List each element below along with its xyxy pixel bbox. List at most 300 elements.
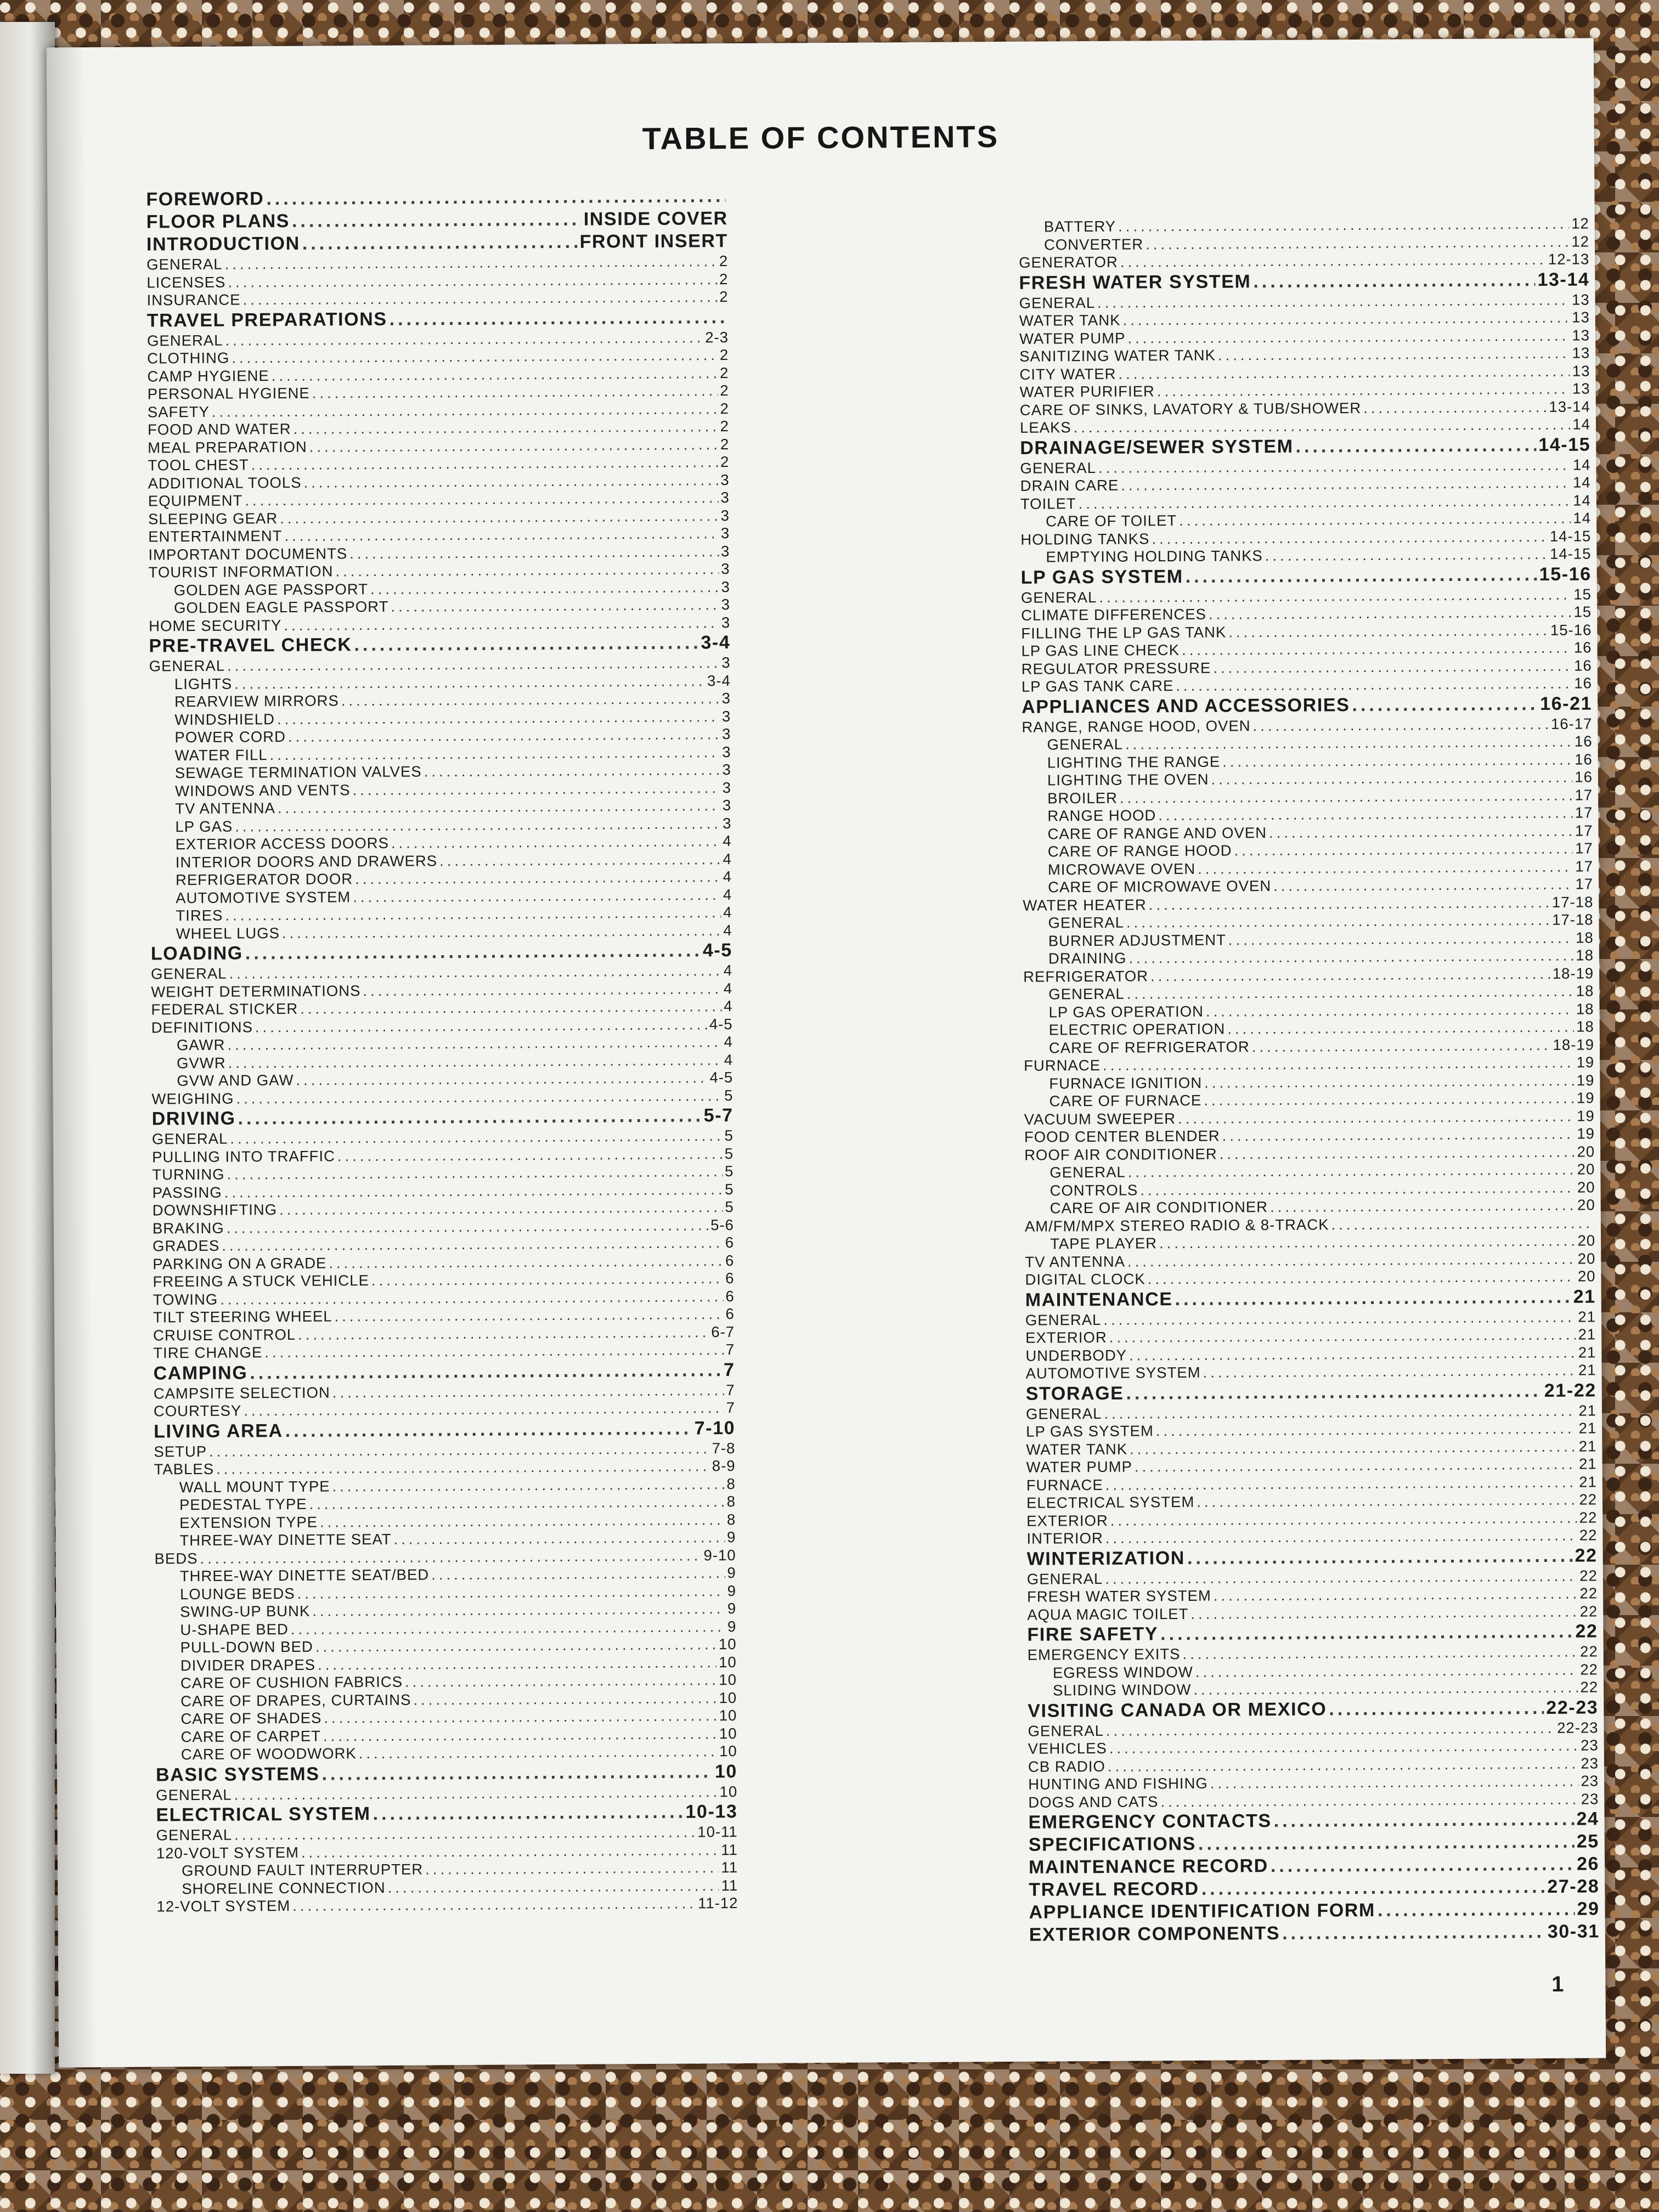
toc-entry-title: PARKING ON A GRADE (153, 1254, 327, 1273)
dot-leader (1198, 857, 1573, 878)
toc-entry-title: CAMP HYGIENE (147, 366, 269, 385)
toc-entry-title: CARE OF WOODWORK (180, 1745, 357, 1763)
page-number: 1 (1551, 1972, 1564, 1996)
toc-entry-title: GVWR (176, 1054, 226, 1071)
dot-leader (1193, 1679, 1578, 1699)
toc-entry-page: 19 (1577, 1125, 1595, 1142)
toc-entry-title: INTERIOR DOORS AND DRAWERS (175, 851, 438, 871)
dot-leader (1182, 1643, 1578, 1663)
toc-entry-title: FOOD CENTER BLENDER (1024, 1127, 1220, 1146)
dot-leader (1352, 693, 1538, 716)
dot-leader (230, 1127, 722, 1148)
toc-entry-title: EGRESS WINDOW (1052, 1663, 1193, 1681)
toc-entry-title: GOLDEN AGE PASSPORT (173, 580, 369, 599)
toc-entry-page: 6 (725, 1251, 735, 1269)
dot-leader (227, 1033, 721, 1054)
toc-entry-page: 21 (1578, 1361, 1596, 1379)
toc-entry-page: 7 (725, 1341, 735, 1358)
toc-entry-title: VEHICLES (1028, 1739, 1107, 1757)
toc-entry-title: UNDERBODY (1025, 1346, 1127, 1364)
toc-entry-page: INSIDE COVER (583, 208, 728, 230)
toc-entry-title: CARE OF REFRIGERATOR (1048, 1037, 1250, 1057)
toc-entry-page: 5 (724, 1163, 734, 1180)
dot-leader (227, 1216, 709, 1237)
dot-leader (1363, 398, 1547, 417)
dot-leader (439, 850, 721, 870)
toc-section-entry (147, 306, 729, 332)
toc-entry-title: MEAL PREPARATION (148, 438, 307, 456)
toc-entry-page: 26 (1576, 1853, 1600, 1875)
toc-entry-title: CONVERTER (1043, 235, 1144, 253)
toc-entry-title: DIVIDER DRAPES (180, 1656, 316, 1674)
dot-leader (337, 1145, 723, 1165)
dot-leader (332, 1381, 724, 1402)
dot-leader (234, 672, 705, 693)
toc-entry-page: 13 (1572, 308, 1590, 326)
toc-entry-page: 4 (723, 921, 732, 939)
toc-entry-title: CARE OF SHADES (180, 1709, 322, 1728)
dot-leader (292, 1894, 696, 1915)
toc-entry-page: 20 (1577, 1142, 1595, 1160)
dot-leader (232, 346, 718, 367)
toc-entry-title: BROILER (1047, 789, 1118, 807)
toc-entry-title: LP GAS SYSTEM (1026, 1422, 1154, 1440)
toc-entry-page: 22 (1579, 1602, 1598, 1620)
dot-leader (1253, 715, 1549, 735)
toc-entry-title: RANGE HOOD (1047, 806, 1156, 825)
toc-entry-title: AUTOMOTIVE SYSTEM (176, 888, 351, 906)
dot-leader (341, 690, 720, 710)
toc-entry-title: PASSING (152, 1183, 222, 1201)
toc-entry-page: 6 (725, 1269, 735, 1287)
toc-entry-page: 14 (1573, 509, 1592, 527)
toc-entry-title: CARE OF AIR CONDITIONER (1049, 1198, 1268, 1217)
toc-entry-title: BASIC SYSTEMS (155, 1763, 320, 1785)
toc-entry-title: FURNACE IGNITION (1049, 1074, 1203, 1092)
dot-leader (1149, 893, 1550, 913)
toc-entry-page: 7-8 (712, 1439, 736, 1457)
dot-leader (1213, 657, 1572, 676)
toc-entry-title: SHORELINE CONNECTION (182, 1878, 386, 1897)
toc-entry-title: TILT STEERING WHEEL (153, 1307, 332, 1326)
toc-entry-page: 10 (719, 1707, 737, 1724)
toc-entry-page: 3 (722, 778, 732, 796)
toc-entry-page: 3 (722, 725, 731, 743)
dot-leader (334, 1305, 723, 1325)
toc-entry-title: THREE-WAY DINETTE SEAT/BED (179, 1566, 430, 1585)
toc-entry-page: 12-13 (1548, 250, 1590, 268)
dot-leader (228, 270, 717, 291)
toc-entry-title: GRADES (153, 1237, 220, 1255)
dot-leader (1098, 456, 1571, 477)
toc-entry-title: INTERIOR (1026, 1529, 1103, 1547)
toc-entry-title: LOADING (150, 943, 243, 964)
dot-leader (1228, 621, 1548, 641)
toc-right-column (1019, 215, 1600, 1946)
dot-leader (264, 1341, 724, 1362)
toc-entry-title: FIRE SAFETY (1027, 1623, 1159, 1645)
toc-entry-title: CARE OF RANGE HOOD (1047, 842, 1232, 860)
toc-entry-page: 20 (1577, 1232, 1596, 1249)
dot-leader (225, 329, 703, 349)
dot-leader (1187, 1544, 1573, 1569)
left-page-edge (0, 22, 55, 2074)
toc-entry-title: MAINTENANCE (1025, 1288, 1173, 1311)
toc-section-entry (1028, 1808, 1599, 1833)
dot-leader (1178, 1107, 1575, 1127)
toc-entry-page: 5 (724, 1144, 734, 1162)
dot-leader (278, 797, 720, 817)
toc-entry-title: TURNING (152, 1165, 225, 1183)
dot-leader (1195, 1661, 1578, 1681)
toc-entry-page: 5 (725, 1180, 734, 1198)
dot-leader (320, 1511, 725, 1531)
toc-entry-title: TRAVEL RECORD (1029, 1878, 1199, 1900)
dot-leader (227, 654, 719, 675)
toc-entry-page: 21 (1578, 1437, 1597, 1455)
toc-entry-page: 12 (1571, 215, 1589, 232)
toc-entry-page: 4-5 (709, 1069, 733, 1086)
toc-entry-title: WATER FILL (174, 746, 268, 764)
toc-entry-page: 16-17 (1550, 714, 1593, 732)
toc-entry-page: 18 (1576, 1000, 1594, 1018)
toc-entry-title: EMERGENCY CONTACTS (1028, 1810, 1272, 1833)
dot-leader (1106, 1719, 1555, 1739)
toc-entry-title: SAFETY (147, 403, 210, 421)
toc-entry-page: 16 (1574, 674, 1593, 692)
toc-entry-title: WATER HEATER (1023, 895, 1147, 914)
toc-entry-title: CARE OF DRAPES, CURTAINS (180, 1691, 411, 1709)
dot-leader (1222, 1125, 1575, 1145)
toc-entry-page: 14 (1572, 415, 1591, 433)
toc-entry-page: 4 (724, 1051, 733, 1068)
toc-entry-page: 4 (723, 979, 733, 997)
toc-entry-title: THREE-WAY DINETTE SEAT (179, 1530, 392, 1549)
toc-entry-title: BATTERY (1043, 217, 1116, 235)
dot-leader (1331, 1214, 1593, 1233)
toc-entry-title: WEIGHT DETERMINATIONS (151, 981, 361, 1001)
toc-section-entry (1029, 1853, 1599, 1878)
dot-leader (1120, 251, 1546, 271)
toc-entry-title: LP GAS (175, 817, 233, 835)
toc-entry-page: 7-10 (694, 1417, 736, 1438)
toc-entry-page: 24 (1576, 1808, 1599, 1830)
dot-leader (1127, 326, 1570, 347)
dot-leader (1182, 639, 1572, 659)
dot-leader (225, 904, 721, 924)
toc-entry-page: 4-5 (702, 940, 732, 961)
toc-entry-page: 16 (1575, 768, 1593, 786)
toc-entry-title: GENERAL (1047, 735, 1124, 753)
toc-entry-title: GENERATOR (1019, 253, 1118, 271)
dot-leader (318, 1654, 716, 1674)
dot-leader (1105, 1527, 1577, 1548)
toc-entry-title: COURTESY (153, 1402, 242, 1420)
toc-entry-page: 2 (720, 417, 730, 435)
toc-entry-title: POWER CORD (174, 728, 286, 746)
dot-leader (1109, 1737, 1579, 1758)
dot-leader (1079, 492, 1571, 512)
toc-entry-page: 21 (1578, 1401, 1597, 1419)
toc-section-entry (1026, 1379, 1596, 1405)
toc-entry-page: 2 (719, 288, 729, 306)
toc-entry-page: 2 (720, 399, 729, 417)
dot-leader (303, 471, 718, 492)
toc-section-entry (1019, 268, 1589, 294)
toc-entry-page: 17 (1575, 875, 1594, 893)
toc-entry-title: LP GAS SYSTEM (1020, 566, 1183, 588)
dot-leader (1099, 585, 1571, 606)
dot-leader (1274, 1808, 1575, 1832)
toc-entry-page: 5-7 (703, 1105, 733, 1126)
dot-leader (285, 1417, 692, 1442)
toc-entry-page: 23 (1581, 1736, 1599, 1754)
toc-section-entry (146, 185, 727, 211)
toc-entry-page: 22 (1575, 1621, 1598, 1642)
toc-entry-page: 2 (720, 435, 730, 453)
toc-entry-page: 17 (1575, 857, 1594, 875)
dot-leader (323, 1725, 717, 1745)
toc-entry-title: PRE-TRAVEL CHECK (149, 634, 352, 657)
toc-entry-title: FREEING A STUCK VEHICLE (153, 1272, 369, 1290)
dot-leader (1218, 345, 1570, 364)
dot-leader (1074, 416, 1571, 437)
dot-leader (300, 997, 721, 1018)
toc-entry-page: 20 (1577, 1160, 1595, 1178)
toc-section-entry (1025, 1285, 1596, 1311)
dot-leader (1128, 1161, 1575, 1181)
toc-entry-title: AUTOMOTIVE SYSTEM (1025, 1363, 1201, 1382)
toc-entry-page: 11 (721, 1841, 738, 1858)
dot-leader (272, 364, 718, 385)
toc-entry (156, 1894, 738, 1916)
dot-leader (373, 1801, 683, 1825)
toc-entry-page: 4-5 (709, 1015, 733, 1032)
toc-entry-page: 10 (719, 1724, 737, 1742)
toc-entry-page: 10 (719, 1782, 738, 1800)
toc-entry-page: 16 (1574, 732, 1593, 750)
dot-leader (1198, 1831, 1575, 1855)
toc-entry-title: EXTERIOR (1025, 1328, 1107, 1346)
toc-entry-page: 22 (1580, 1643, 1598, 1660)
toc-entry-page: 2 (720, 382, 729, 399)
toc-entry-title: FLOOR PLANS (146, 210, 290, 233)
toc-entry-title: TABLES (154, 1460, 215, 1478)
toc-entry-title: ROOF AIR CONDITIONER (1024, 1145, 1217, 1164)
toc-entry-title: GENERAL (146, 331, 223, 349)
dot-leader (1295, 434, 1536, 458)
toc-entry-title: TIRES (176, 906, 223, 924)
dot-leader (279, 1198, 723, 1218)
toc-entry-title: WATER PUMP (1019, 329, 1126, 347)
toc-entry-title: CRUISE CONTROL (153, 1325, 296, 1344)
toc-entry-page: 21 (1578, 1343, 1596, 1361)
dot-leader (391, 832, 721, 852)
toc-entry-page: 21 (1578, 1455, 1597, 1472)
toc-entry-title: VACUUM SWEEPER (1024, 1109, 1176, 1128)
toc-entry-title: CITY WATER (1019, 365, 1116, 383)
document-page (47, 38, 1606, 2067)
toc-entry-title: EMERGENCY EXITS (1027, 1645, 1181, 1663)
toc-entry-page: 2 (720, 453, 730, 471)
toc-entry-title: GENERAL (1028, 1722, 1104, 1740)
toc-entry-title: CARE OF CUSHION FABRICS (180, 1673, 403, 1692)
toc-entry-title: TIRE CHANGE (153, 1344, 263, 1362)
toc-entry-title: LIGHTING THE OVEN (1047, 770, 1209, 789)
dot-leader (1118, 362, 1570, 383)
toc-entry-title: CARE OF TOILET (1045, 512, 1177, 530)
toc-entry-page: 3 (722, 761, 731, 778)
toc-entry-title: DOGS AND CATS (1028, 1792, 1159, 1811)
toc-entry-title: LP GAS TANK CARE (1021, 677, 1174, 695)
dot-leader (291, 1618, 725, 1638)
toc-entry-page: 3 (721, 578, 730, 595)
dot-leader (1269, 822, 1573, 842)
dot-leader (235, 815, 720, 836)
toc-entry-page: 13 (1571, 290, 1590, 308)
toc-entry-title: CAMPSITE SELECTION (153, 1384, 330, 1402)
toc-entry-title: LIVING AREA (154, 1420, 283, 1442)
toc-entry-title: WATER PURIFIER (1019, 382, 1155, 400)
toc-entry-page: 18 (1576, 928, 1594, 946)
toc-entry-title: CLIMATE DIFFERENCES (1021, 605, 1207, 624)
dot-leader (1209, 603, 1572, 624)
toc-entry-page: 16 (1573, 639, 1592, 656)
dot-leader (234, 1823, 695, 1844)
toc-entry-page: 6 (725, 1234, 735, 1251)
toc-entry-page: 9 (727, 1617, 737, 1635)
dot-leader (244, 1399, 724, 1420)
toc-entry-page: 8 (726, 1475, 736, 1492)
toc-entry-page: 3 (722, 743, 731, 760)
toc-entry-page: 7 (726, 1399, 736, 1417)
toc-entry-title: GOLDEN EAGLE PASSPORT (173, 597, 389, 617)
dot-leader (335, 560, 719, 580)
toc-entry-title: ELECTRICAL SYSTEM (1026, 1493, 1195, 1511)
toc-entry-page: 4 (724, 997, 733, 1015)
dot-leader (1126, 911, 1550, 932)
toc-entry-title: AM/FM/MPX STEREO RADIO & 8-TRACK (1024, 1215, 1329, 1235)
dot-leader (251, 453, 719, 474)
toc-entry-title: TOILET (1020, 494, 1076, 512)
dot-leader (309, 436, 718, 456)
toc-entry-page: 19 (1576, 1071, 1595, 1089)
dot-leader (1152, 527, 1548, 548)
toc-section-entry (1029, 1875, 1599, 1901)
toc-entry-title: HOLDING TANKS (1020, 529, 1150, 548)
toc-entry-title: TAPE PLAYER (1050, 1234, 1158, 1252)
toc-entry-page: 13 (1572, 326, 1590, 344)
toc-entry-page: 10 (719, 1671, 737, 1689)
toc-entry-title: FURNACE (1026, 1476, 1103, 1494)
dot-leader (1104, 1402, 1576, 1423)
toc-entry-page: FRONT INSERT (579, 230, 729, 252)
dot-leader (1140, 1178, 1575, 1199)
dot-leader (1158, 804, 1573, 825)
dot-leader (1204, 1071, 1575, 1092)
toc-entry-title: FURNACE (1024, 1056, 1101, 1074)
toc-entry-title: REFRIGERATOR (1023, 967, 1149, 985)
dot-leader (1222, 751, 1572, 770)
toc-entry-page: 21-22 (1544, 1379, 1596, 1401)
toc-entry-page: 9 (727, 1564, 736, 1582)
toc-entry-page: 10 (714, 1760, 738, 1782)
toc-entry-page: 3 (720, 524, 730, 542)
toc-entry-title: EXTERIOR (1026, 1511, 1108, 1530)
toc-entry-page: 20 (1577, 1196, 1595, 1214)
toc-entry-title: GENERAL (1020, 588, 1097, 606)
dot-leader (1252, 1036, 1551, 1056)
toc-entry-page: 14 (1573, 491, 1591, 509)
dot-leader (425, 1859, 719, 1878)
dot-leader (1156, 1420, 1577, 1440)
toc-entry-title: GENERAL (1020, 459, 1097, 477)
dot-leader (1125, 733, 1572, 753)
dot-leader (1120, 786, 1573, 807)
dot-leader (1157, 380, 1570, 400)
toc-entry-page: 13-14 (1537, 268, 1590, 290)
dot-leader (1282, 1921, 1545, 1945)
dot-leader (1146, 233, 1569, 253)
toc-entry-page: 3 (721, 707, 731, 725)
toc-entry-page: 13 (1572, 344, 1590, 362)
toc-entry-title: DEFINITIONS (151, 1018, 253, 1036)
toc-entry-title: TV ANTENNA (175, 799, 276, 817)
toc-entry-title: CARE OF FURNACE (1049, 1091, 1202, 1110)
toc-entry-page: 9 (727, 1582, 737, 1599)
toc-section-entry (1029, 1898, 1599, 1923)
dot-leader (353, 886, 721, 906)
dot-leader (1197, 1491, 1577, 1511)
toc-entry-title: DRAINING (1048, 949, 1127, 967)
toc-entry-title: 120-VOLT SYSTEM (156, 1843, 300, 1861)
dot-leader (309, 1493, 724, 1513)
toc-entry-page: 10 (719, 1653, 737, 1671)
toc-entry-page: 9 (727, 1600, 737, 1617)
toc-entry-page: 3-4 (707, 672, 731, 689)
dot-leader (1378, 1898, 1575, 1922)
toc-entry-page: 15-16 (1539, 563, 1592, 585)
toc-entry-title: BEDS (154, 1549, 198, 1567)
toc-entry-page: 20 (1577, 1178, 1595, 1196)
toc-entry-page: 22-23 (1546, 1696, 1599, 1718)
toc-entry-title: DRAIN CARE (1020, 476, 1119, 494)
toc-entry-page: 22 (1579, 1526, 1598, 1544)
toc-section-entry (153, 1359, 735, 1385)
dot-leader (1206, 1000, 1574, 1020)
toc-entry-page: 5-6 (710, 1216, 735, 1233)
toc-entry-page: 20 (1577, 1267, 1596, 1285)
dot-leader (1175, 1285, 1571, 1310)
dot-leader (393, 1528, 725, 1548)
toc-entry-page: 3 (721, 542, 730, 560)
toc-entry-title: GENERAL (1048, 913, 1125, 932)
dot-leader (227, 1163, 723, 1183)
toc-entry-page: 4 (723, 850, 732, 867)
dot-leader (388, 1877, 719, 1897)
toc-entry-page: 10-11 (697, 1823, 738, 1841)
dot-leader (1210, 1773, 1579, 1793)
dot-leader (284, 614, 719, 634)
dot-leader (1253, 269, 1535, 293)
toc-entry-title: GENERAL (1049, 1163, 1126, 1181)
toc-entry-title: APPLIANCE IDENTIFICATION FORM (1029, 1899, 1375, 1923)
dot-leader (269, 743, 720, 764)
dot-leader (238, 1104, 701, 1130)
toc-entry-page: 18 (1576, 1018, 1594, 1035)
toc-entry-title: GENERAL (1025, 1404, 1102, 1423)
toc-entry-title: GENERAL (1026, 1570, 1103, 1588)
